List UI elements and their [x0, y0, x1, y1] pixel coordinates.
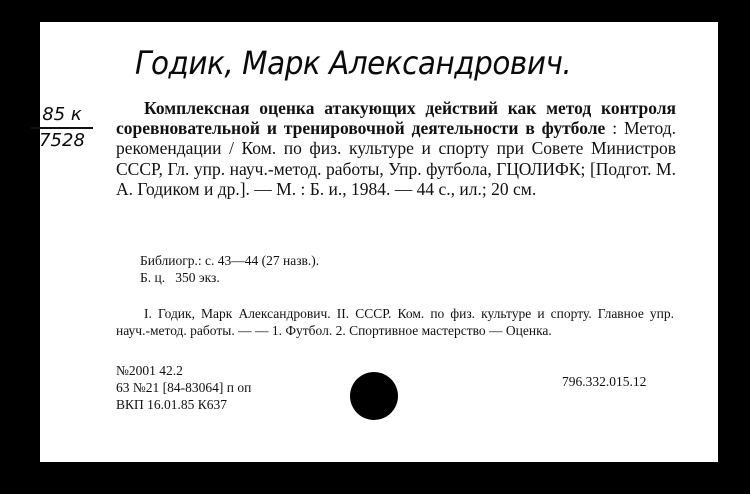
shelf-code-divider	[31, 127, 93, 129]
tracing-headings: I. Годик, Марк Александрович. II. СССР. Ком. по физ. культуре и спорту. Главное упр. науч.-метод. работы. — — 1. Футбол. 2. Спортивное мастерство — Оценка.	[116, 306, 674, 338]
registration-number-2: 63 №21 [84-83064] п оп	[116, 380, 252, 395]
shelf-code-bottom: 7528	[39, 130, 85, 151]
handwritten-shelf-code	[27, 104, 97, 152]
registration-numbers	[116, 362, 251, 413]
bibliography-note: Библиогр.: с. 43—44 (27 назв.).	[140, 253, 320, 268]
bibliographic-description	[116, 98, 676, 199]
registration-number-1: №2001 42.2	[116, 363, 183, 378]
publication-details: : Метод. рекомендации / Ком. по физ. культуре и спорту при Совете Министров СССР, Гл. упр. науч.-метод. работы, Упр. футбола, ГЦОЛИФК; [Подгот. М. А. Годиком и др.]. — М. : Б. и., 1984. — 44 с., ил.; 20 см.	[116, 118, 676, 199]
classification-index: 796.332.015.12	[562, 374, 647, 389]
handwritten-author-name: Годик, Марк Александрович.	[135, 44, 572, 82]
book-title: Комплексная оценка атакующих действий как метод контроля соревновательной и тренировочной деятельности в футболе	[116, 98, 676, 139]
registration-number-3: ВКП 16.01.85 К637	[116, 397, 228, 412]
shelf-code-top: 85 к	[42, 104, 82, 125]
punch-hole	[350, 372, 398, 420]
price-and-print-run: Б. ц. 350 экз.	[140, 270, 220, 285]
